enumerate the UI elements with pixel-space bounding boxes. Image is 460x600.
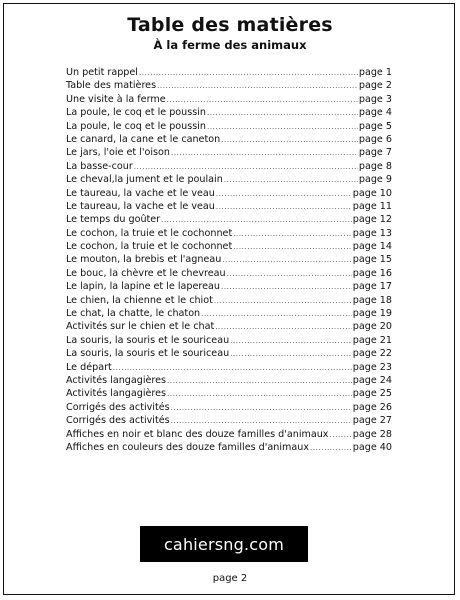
toc-entry-title: Une visite à la ferme bbox=[66, 93, 166, 105]
toc-entry-page: page 14 bbox=[352, 241, 392, 253]
toc-entry bbox=[66, 160, 392, 173]
toc-entry-title: Activités sur le chien et le chat bbox=[66, 321, 215, 333]
toc-entry-page: page 40 bbox=[352, 441, 392, 453]
toc-entry-page: page 7 bbox=[358, 147, 392, 159]
dot-leader bbox=[167, 375, 352, 388]
toc-entry-page: page 24 bbox=[352, 374, 392, 386]
toc-entry-page: page 23 bbox=[352, 361, 392, 373]
toc-entry bbox=[66, 187, 392, 200]
toc-entry-page: page 9 bbox=[358, 174, 392, 186]
toc-entry-page: page 17 bbox=[352, 281, 392, 293]
toc-entry-title: Le chien, la chienne et le chiot bbox=[66, 294, 213, 306]
toc-entry-page: page 10 bbox=[352, 187, 392, 199]
toc-entry-title: Le lapin, la lapine et le lapereau bbox=[66, 281, 220, 293]
toc-entry bbox=[66, 334, 392, 347]
dot-leader bbox=[134, 161, 358, 174]
toc-entry-page: page 15 bbox=[352, 254, 392, 266]
toc-entry bbox=[66, 133, 392, 146]
toc-entry bbox=[66, 253, 392, 266]
toc-entry-page: page 3 bbox=[358, 93, 392, 105]
toc-entry-page: page 16 bbox=[352, 267, 392, 279]
dot-leader bbox=[139, 67, 358, 80]
table-of-contents bbox=[66, 66, 392, 454]
toc-entry bbox=[66, 347, 392, 360]
toc-entry-page: page 27 bbox=[352, 415, 392, 427]
toc-entry-title: La souris, la souris et le souriceau bbox=[66, 348, 230, 360]
toc-entry-page: page 11 bbox=[352, 200, 392, 212]
toc-entry-title: Corrigés des activités bbox=[66, 415, 170, 427]
toc-entry bbox=[66, 414, 392, 427]
toc-entry bbox=[66, 320, 392, 333]
toc-entry bbox=[66, 280, 392, 293]
toc-entry-page: page 26 bbox=[352, 401, 392, 413]
dot-leader bbox=[215, 321, 352, 334]
toc-entry-title: Le bouc, la chèvre et le chevreau bbox=[66, 267, 226, 279]
dot-leader bbox=[310, 442, 352, 455]
toc-entry bbox=[66, 401, 392, 414]
page-title: Table des matières bbox=[127, 14, 333, 36]
toc-entry-page: page 25 bbox=[352, 388, 392, 400]
dot-leader bbox=[230, 335, 352, 348]
dot-leader bbox=[222, 254, 351, 267]
toc-entry bbox=[66, 227, 392, 240]
toc-entry-page: page 21 bbox=[352, 334, 392, 346]
dot-leader bbox=[233, 241, 352, 254]
toc-entry-page: page 8 bbox=[358, 160, 392, 172]
toc-entry-title: La poule, le coq et le poussin bbox=[66, 107, 206, 119]
toc-entry-page: page 2 bbox=[358, 80, 392, 92]
toc-entry-page: page 18 bbox=[352, 294, 392, 306]
dot-leader bbox=[207, 107, 358, 120]
toc-entry bbox=[66, 361, 392, 374]
dot-leader bbox=[221, 134, 358, 147]
toc-entry bbox=[66, 441, 392, 454]
toc-entry-title: La poule, le coq et le poussin bbox=[66, 120, 206, 132]
page-number: page 2 bbox=[212, 573, 248, 584]
banner-text: cahiersng.com bbox=[163, 534, 285, 554]
dot-leader bbox=[113, 362, 352, 375]
toc-entry-title: La basse-cour bbox=[66, 160, 133, 172]
dot-leader bbox=[214, 295, 352, 308]
toc-entry-title: Le jars, l'oie et l'oison bbox=[66, 147, 171, 159]
toc-entry-page: page 4 bbox=[358, 107, 392, 119]
toc-entry bbox=[66, 66, 392, 79]
toc-entry-page: page 6 bbox=[358, 133, 392, 145]
toc-entry bbox=[66, 428, 392, 441]
toc-entry bbox=[66, 173, 392, 186]
toc-entry-title: Affiches en couleurs des douze familles d'animaux bbox=[66, 441, 309, 453]
toc-entry-title: Corrigés des activités bbox=[66, 401, 170, 413]
toc-entry-title: Le canard, la cane et le caneton bbox=[66, 133, 221, 145]
toc-entry-title: Affiches en noir et blanc des douze familles d'animaux bbox=[66, 428, 329, 440]
toc-entry bbox=[66, 240, 392, 253]
toc-entry-title: La souris, la souris et le souriceau bbox=[66, 334, 230, 346]
toc-entry bbox=[66, 374, 392, 387]
toc-entry-page: page 13 bbox=[352, 227, 392, 239]
toc-entry-title: Table des matières bbox=[66, 80, 157, 92]
toc-entry-title: Le mouton, la brebis et l'agneau bbox=[66, 254, 222, 266]
toc-entry bbox=[66, 387, 392, 400]
toc-entry-title: Le départ bbox=[66, 361, 112, 373]
toc-entry-title: Le chat, la chatte, le chaton bbox=[66, 308, 201, 320]
toc-entry-page: page 1 bbox=[358, 67, 392, 78]
dot-leader bbox=[171, 402, 352, 415]
toc-entry bbox=[66, 267, 392, 280]
toc-entry bbox=[66, 307, 392, 320]
dot-leader bbox=[221, 281, 352, 294]
dot-leader bbox=[171, 147, 358, 160]
toc-entry bbox=[66, 213, 392, 226]
toc-entry-title: Le cochon, la truie et le cochonnet bbox=[66, 241, 233, 253]
dot-leader bbox=[224, 174, 358, 187]
dot-leader bbox=[216, 201, 352, 214]
dot-leader bbox=[167, 94, 358, 107]
toc-entry-page: page 19 bbox=[352, 308, 392, 320]
website-banner bbox=[140, 526, 308, 562]
dot-leader bbox=[171, 415, 352, 428]
toc-entry-title: Le temps du goûter bbox=[66, 214, 161, 226]
toc-entry-title: Activités langagières bbox=[66, 374, 167, 386]
toc-entry bbox=[66, 93, 392, 106]
dot-leader bbox=[161, 214, 352, 227]
toc-entry bbox=[66, 294, 392, 307]
dot-leader bbox=[227, 268, 352, 281]
toc-entry-title: Le taureau, la vache et le veau bbox=[66, 200, 215, 212]
dot-leader bbox=[330, 429, 352, 442]
dot-leader bbox=[216, 188, 352, 201]
toc-entry-title: Un petit rappel bbox=[66, 67, 138, 78]
dot-leader bbox=[233, 228, 352, 241]
toc-entry-title: Le cochon, la truie et le cochonnet bbox=[66, 227, 233, 239]
dot-leader bbox=[201, 308, 352, 321]
page-subtitle: À la ferme des animaux bbox=[153, 38, 307, 52]
toc-entry bbox=[66, 146, 392, 159]
dot-leader bbox=[157, 80, 358, 93]
toc-entry-page: page 5 bbox=[358, 120, 392, 132]
toc-entry-page: page 22 bbox=[352, 348, 392, 360]
toc-entry-title: Le taureau, la vache et le veau bbox=[66, 187, 215, 199]
dot-leader bbox=[230, 348, 352, 361]
toc-entry-page: page 12 bbox=[352, 214, 392, 226]
toc-entry bbox=[66, 200, 392, 213]
toc-entry-title: Activités langagières bbox=[66, 388, 167, 400]
toc-entry-page: page 28 bbox=[352, 428, 392, 440]
dot-leader bbox=[207, 121, 358, 134]
toc-entry bbox=[66, 106, 392, 119]
toc-entry-page: page 20 bbox=[352, 321, 392, 333]
toc-entry bbox=[66, 79, 392, 92]
dot-leader bbox=[167, 388, 352, 401]
toc-entry bbox=[66, 120, 392, 133]
toc-entry-title: Le cheval,la jument et le poulain bbox=[66, 174, 223, 186]
